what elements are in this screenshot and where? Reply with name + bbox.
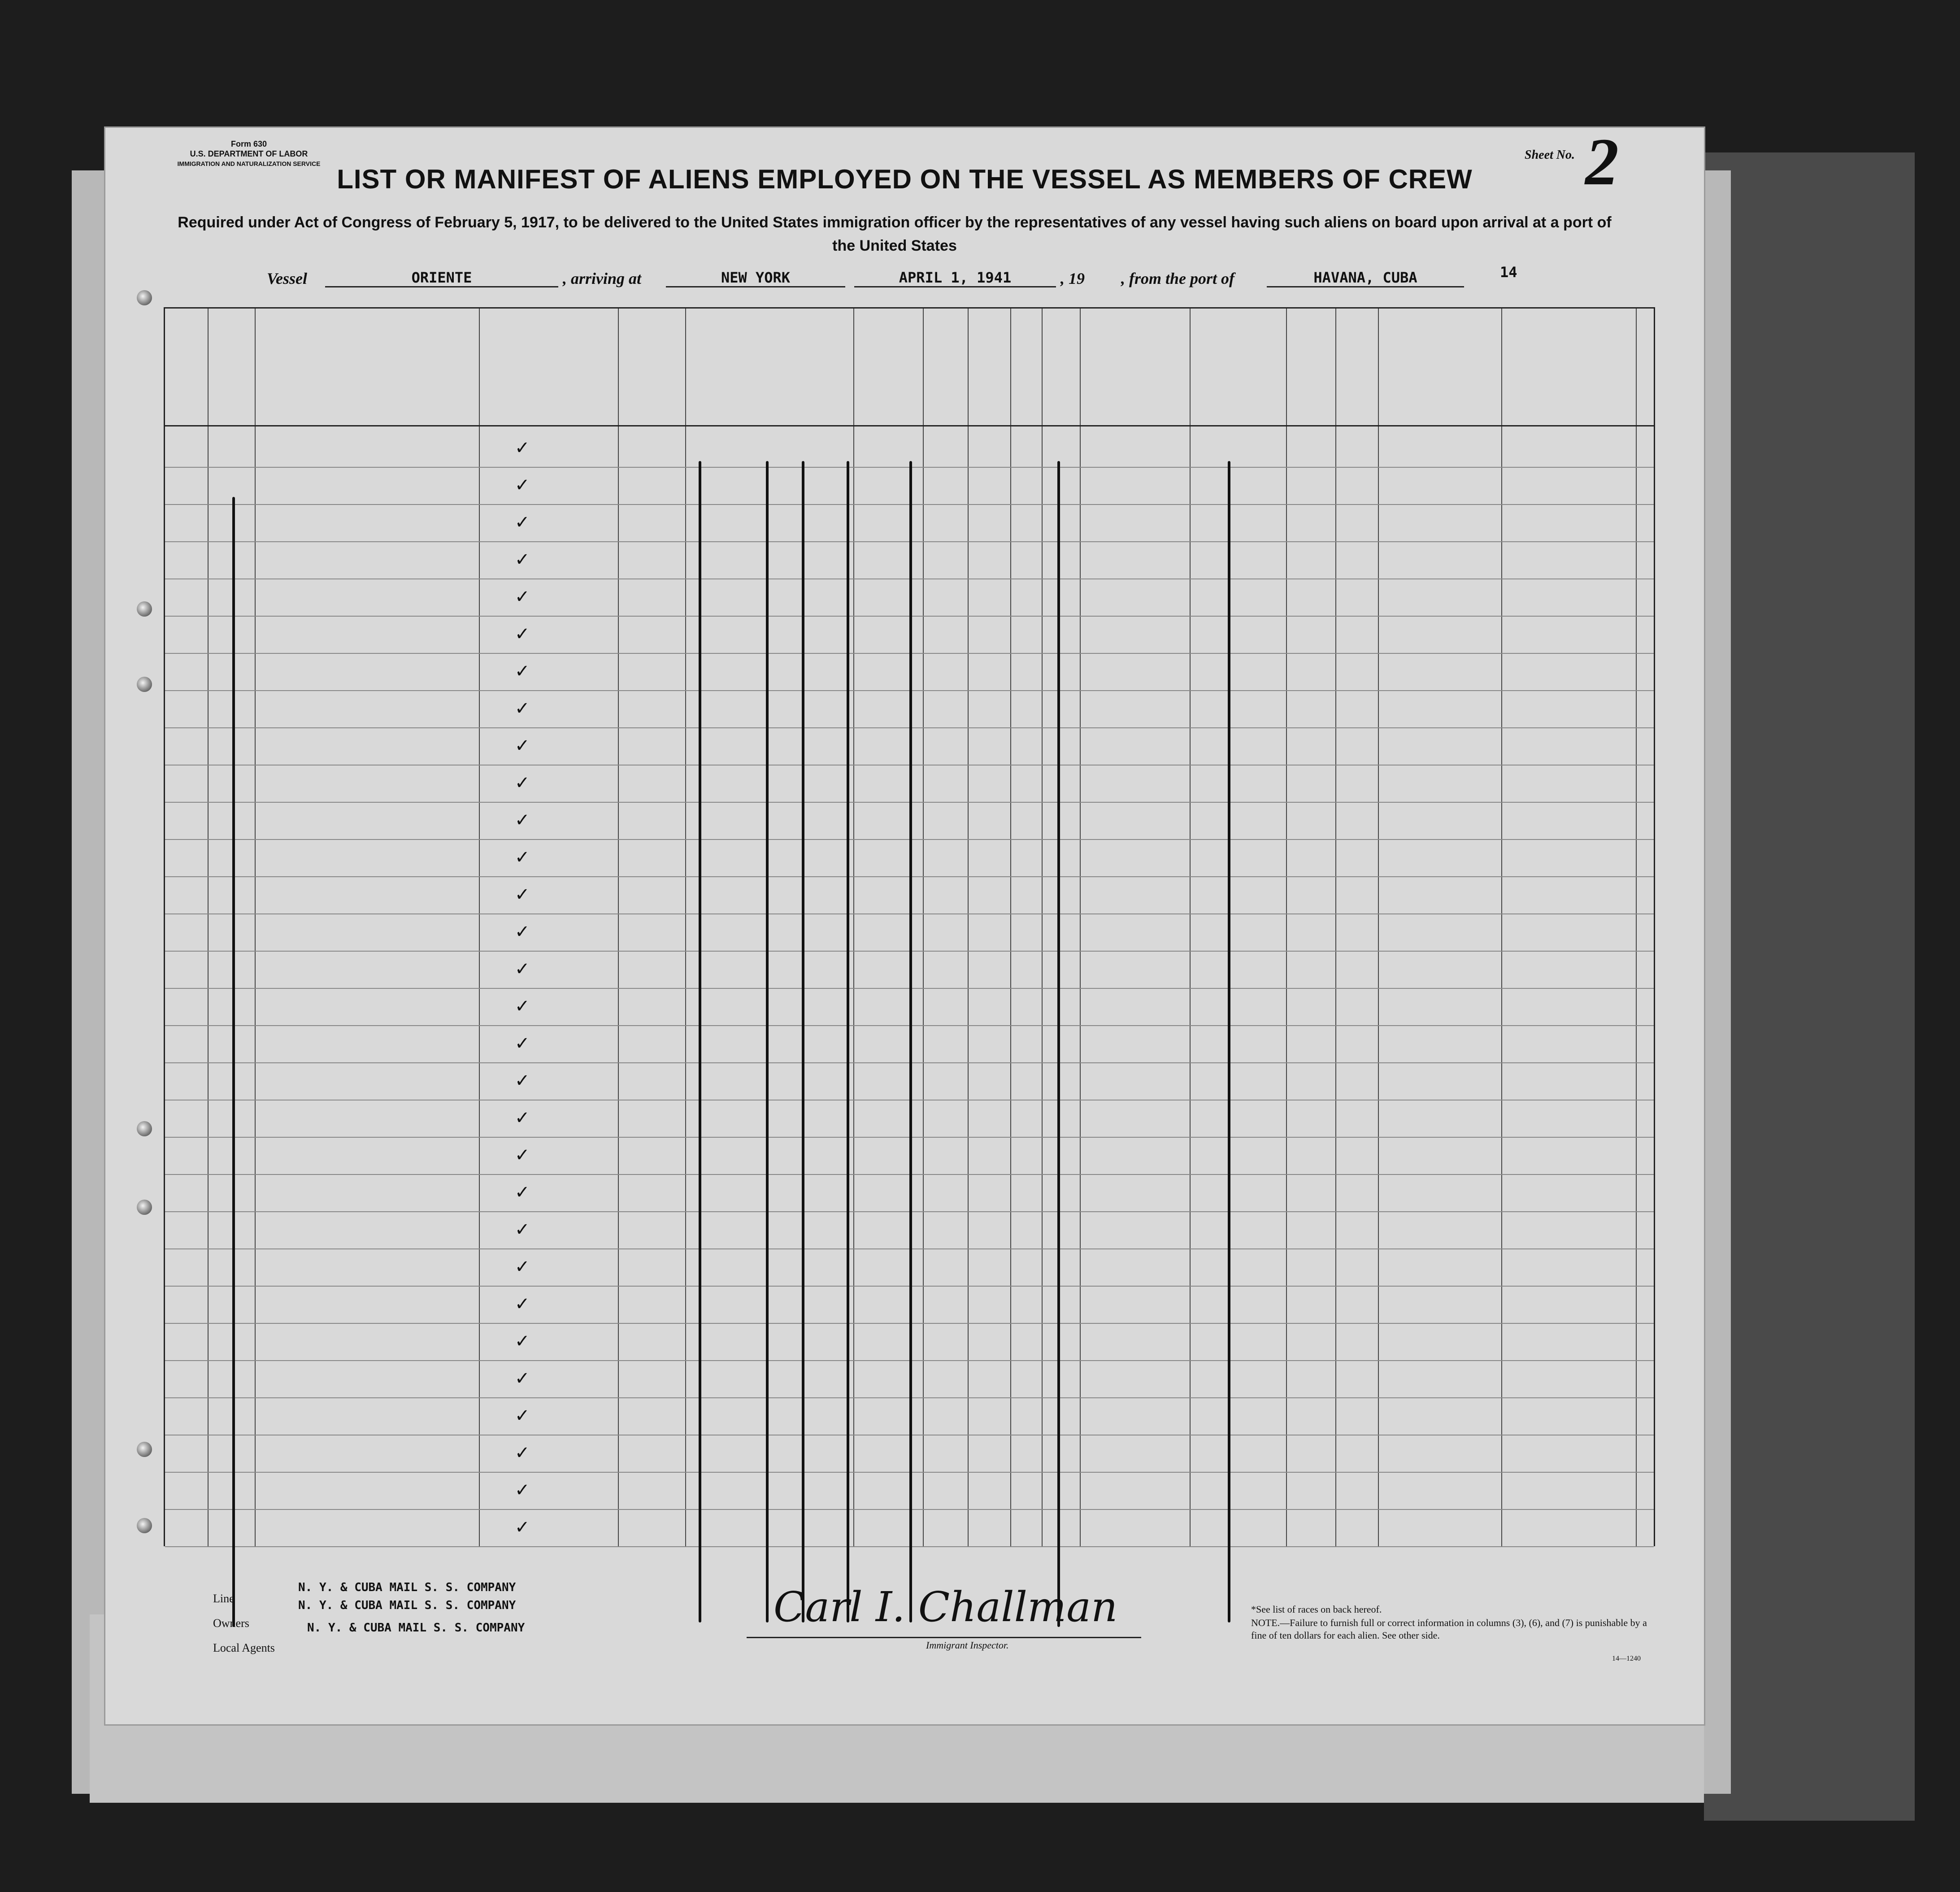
agents-value: N. Y. & CUBA MAIL S. S. COMPANY [307, 1621, 525, 1635]
arrival-date: APRIL 1, 1941 [854, 269, 1056, 287]
manifest-page [105, 125, 1704, 1724]
service-check-mark: ✓ [515, 438, 530, 458]
ditto-mark [847, 461, 849, 1622]
crew-manifest-table [164, 307, 1655, 1546]
line-label: Line [213, 1592, 235, 1605]
owners-value: N. Y. & CUBA MAIL S. S. COMPANY [298, 1599, 516, 1612]
service-check-mark: ✓ [515, 587, 530, 607]
service-check-mark: ✓ [515, 549, 530, 570]
penalty-note: NOTE.—Failure to furnish full or correct information in columns (3), (6), and (7) is punishable by a fine of ten dollars for each alien. See other side. [1251, 1617, 1647, 1641]
background-sheet-dark [1704, 152, 1915, 1821]
service-check-mark: ✓ [515, 661, 530, 682]
service-check-mark: ✓ [515, 1108, 530, 1128]
binder-hole [137, 677, 152, 692]
sheet-number-label: Sheet No. [1525, 148, 1575, 162]
from-port: HAVANA, CUBA [1267, 269, 1464, 287]
service-check-mark: ✓ [515, 773, 530, 793]
service-check-mark: ✓ [515, 735, 530, 756]
service-check-mark: ✓ [515, 1443, 530, 1463]
signature-caption: Immigrant Inspector. [926, 1640, 1009, 1651]
ditto-mark [699, 461, 701, 1622]
ditto-mark [232, 497, 235, 1627]
service-check-mark: ✓ [515, 1033, 530, 1054]
print-code: 14—1240 [1612, 1655, 1641, 1662]
service-check-mark: ✓ [515, 959, 530, 979]
ditto-mark [802, 461, 804, 1622]
voyage-line [267, 264, 1648, 296]
ditto-mark [766, 461, 769, 1622]
from-port-label: , from the port of [1121, 270, 1235, 287]
service-check-mark: ✓ [515, 1145, 530, 1166]
signature-line [747, 1637, 1141, 1638]
service-check-mark: ✓ [515, 1405, 530, 1426]
line-value: N. Y. & CUBA MAIL S. S. COMPANY [298, 1581, 516, 1594]
ditto-mark [1228, 461, 1230, 1622]
binder-hole [137, 601, 152, 617]
binder-hole [137, 290, 152, 305]
binder-hole [137, 1442, 152, 1457]
service-check-mark: ✓ [515, 1368, 530, 1389]
ditto-mark [1057, 461, 1060, 1627]
service-check-mark: ✓ [515, 810, 530, 831]
binder-hole [137, 1518, 152, 1533]
ditto-mark [909, 461, 912, 1622]
department-name: U.S. DEPARTMENT OF LABOR [190, 149, 308, 158]
sheet-number: 2 [1585, 125, 1619, 199]
binder-hole [137, 1200, 152, 1215]
race-note: *See list of races on back hereof. [1251, 1604, 1382, 1615]
service-check-mark: ✓ [515, 1294, 530, 1314]
service-check-mark: ✓ [515, 1331, 530, 1352]
service-check-mark: ✓ [515, 996, 530, 1017]
service-check-mark: ✓ [515, 1219, 530, 1240]
year-label: , 19 [1060, 270, 1085, 287]
arriving-label: , arriving at [563, 270, 642, 287]
service-check-mark: ✓ [515, 847, 530, 868]
service-check-mark: ✓ [515, 922, 530, 942]
year-suffix: 14 [1500, 264, 1517, 281]
service-check-mark: ✓ [515, 1182, 530, 1203]
service-check-mark: ✓ [515, 1070, 530, 1091]
agents-label: Local Agents [213, 1641, 275, 1654]
owners-label: Owners [213, 1617, 249, 1630]
binder-hole [137, 1121, 152, 1136]
inspector-signature: Carl I. Challman [774, 1583, 1118, 1631]
form-number: Form 630 [230, 139, 267, 148]
page-title: LIST OR MANIFEST OF ALIENS EMPLOYED ON THE VESSEL AS MEMBERS OF CREW [337, 164, 1473, 194]
service-check-mark: ✓ [515, 1517, 530, 1538]
service-check-mark: ✓ [515, 475, 530, 496]
service-check-mark: ✓ [515, 624, 530, 644]
vessel-name: ORIENTE [325, 269, 558, 287]
service-name: IMMIGRATION AND NATURALIZATION SERVICE [177, 160, 321, 167]
arriving-port: NEW YORK [666, 269, 845, 287]
service-check-mark: ✓ [515, 512, 530, 533]
header-divider [165, 425, 1654, 426]
service-check-mark: ✓ [515, 1257, 530, 1277]
vessel-label: Vessel [267, 270, 307, 287]
page-subtitle: Required under Act of Congress of February 5, 1917, to be delivered to the United States immigration officer by the representatives of any vessel having such aliens on board upon arrival at a port of the United States [178, 214, 1612, 254]
service-check-mark: ✓ [515, 1480, 530, 1501]
service-check-mark: ✓ [515, 698, 530, 719]
service-check-mark: ✓ [515, 884, 530, 905]
